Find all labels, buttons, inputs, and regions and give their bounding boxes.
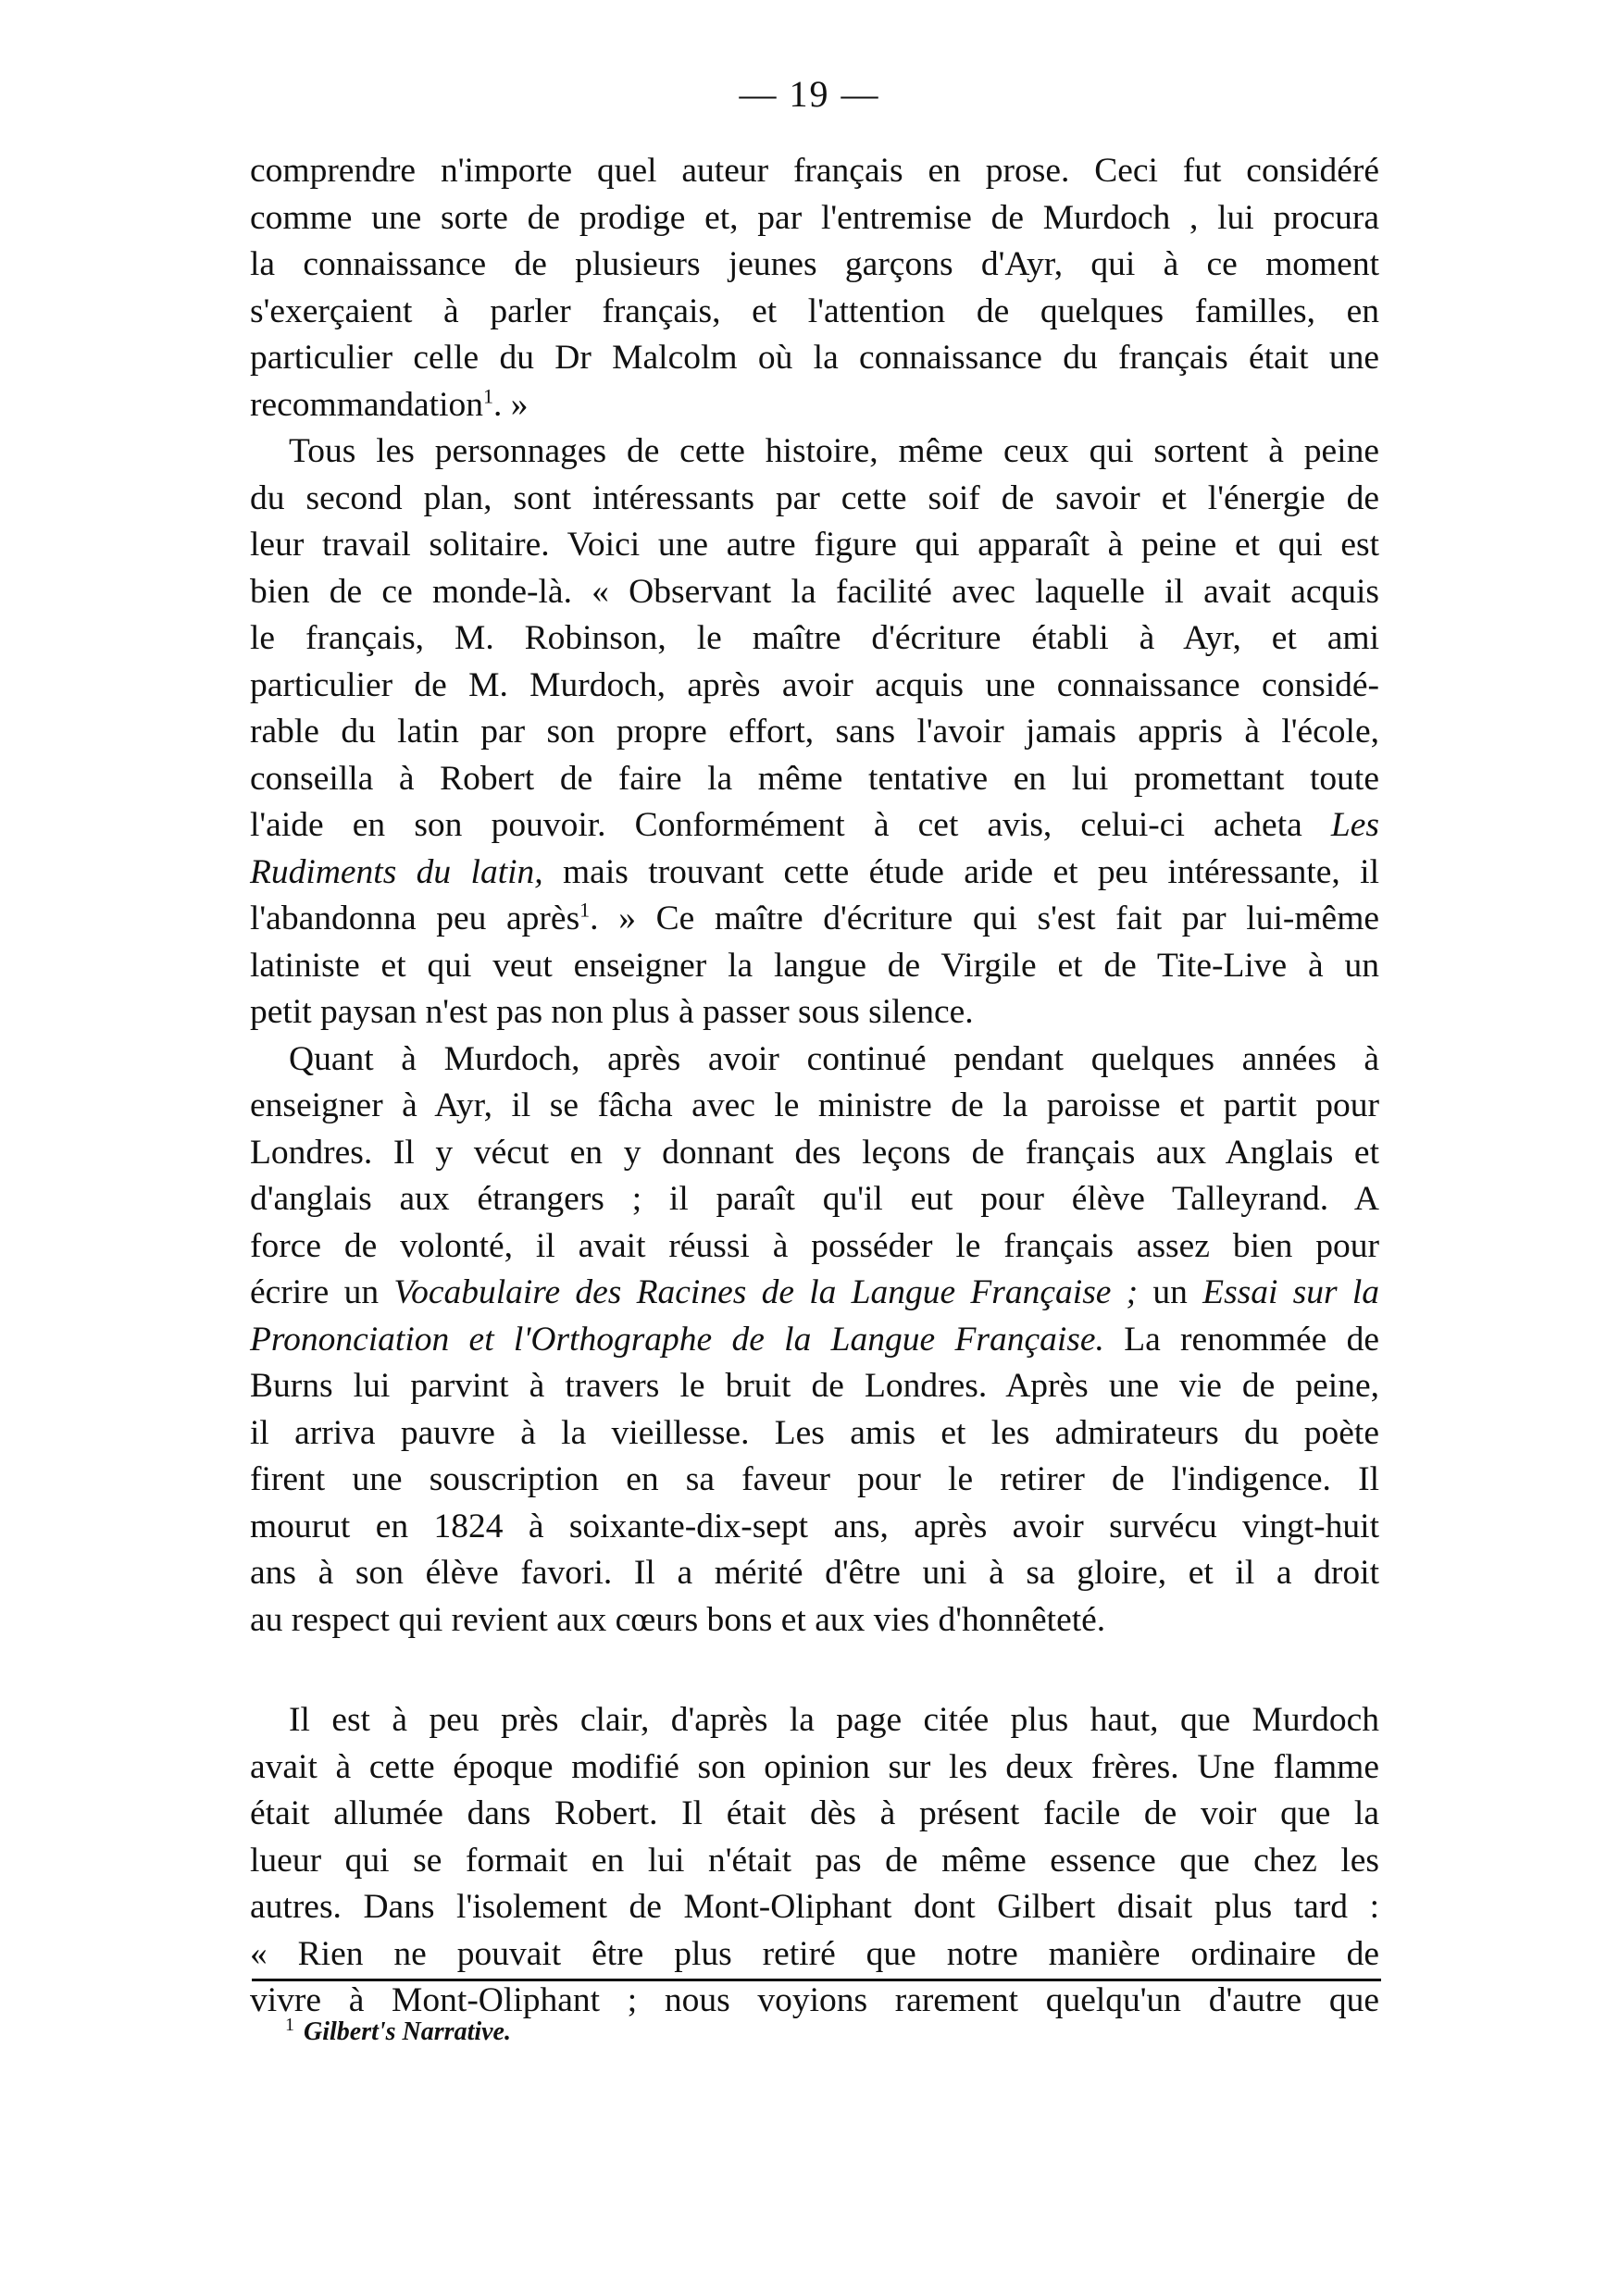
section-gap [250, 1644, 1379, 1697]
text-line: avait à cette époque modifié son opinion sur les deux frères. Une flamme [250, 1747, 1379, 1786]
text-line: Burns lui parvint à travers le bruit de Londres. Après une vie de peine, [250, 1367, 1379, 1405]
text-run: un [1138, 1273, 1203, 1311]
footnote-reference: 1 [579, 898, 591, 922]
text-line: le français, M. Robinson, le maître d'écriture établi à Ayr, et ami [250, 619, 1379, 657]
text-line: était allumée dans Robert. Il était dès à présent facile de voir que la [250, 1794, 1379, 1832]
text-line [250, 850, 1379, 897]
text-line: Il est à peu près clair, d'après la page citée plus haut, que Murdoch [289, 1701, 1379, 1739]
text-run: écrire un [250, 1273, 394, 1311]
paragraph-3 [250, 1036, 1379, 1644]
text-line: particulier de M. Murdoch, après avoir acquis une connaissance considé- [250, 665, 1379, 704]
text-line: Londres. Il y vécut en y donnant des leçons de français aux Anglais et [250, 1133, 1379, 1172]
text-run: La renommée de [1103, 1320, 1379, 1359]
text-line [250, 1317, 1379, 1364]
paragraph-1 [250, 148, 1379, 428]
text-line: « Rien ne pouvait être plus retiré que notre manière ordinaire de [250, 1934, 1379, 1973]
text-run: recommandation [250, 385, 483, 424]
text-line: du second plan, sont intéressants par cette soif de savoir et l'énergie de [250, 478, 1379, 517]
text-line: au respect qui revient aux cœurs bons et aux vies d'honnêteté. [250, 1600, 1106, 1639]
text-line: s'exerçaient à parler français, et l'attention de quelques familles, en [250, 292, 1379, 330]
text-line: firent une souscription en sa faveur pour le retirer de l'indigence. Il [250, 1460, 1379, 1498]
text-line: leur travail solitaire. Voici une autre figure qui apparaît à peine et qui est [250, 526, 1379, 564]
text-line: d'anglais aux étrangers ; il paraît qu'il eut pour élève Talleyrand. A [250, 1180, 1379, 1218]
text-line [250, 802, 1379, 850]
text-line: ans à son élève favori. Il a mérité d'être uni à sa gloire, et il a droit [250, 1554, 1379, 1592]
body-text [250, 148, 1379, 2025]
book-title: Prononciation et l'Orthographe de la Langue Française. [250, 1320, 1104, 1359]
book-title: Essai sur la [1202, 1273, 1380, 1311]
text-line: latiniste et qui veut enseigner la langue de Virgile et de Tite-Live à un [250, 946, 1379, 985]
text-run: l'aide en son pouvoir. Conformément à cet avis, celui-ci acheta [250, 806, 1302, 844]
footnote-text: Gilbert's Narrative. [304, 2017, 511, 2046]
text-line: vivre à Mont-Oliphant ; nous voyions rarement quelqu'un d'autre que [250, 1981, 1379, 2019]
text-line: autres. Dans l'isolement de Mont-Oliphant dont Gilbert disait plus tard : [250, 1888, 1379, 1926]
text-run: . » Ce maître d'écriture qui s'est fait par lui-même [590, 900, 1380, 937]
text-line: rable du latin par son propre effort, sans l'avoir jamais appris à l'école, [250, 713, 1379, 751]
text-line: enseigner à Ayr, il se fâcha avec le ministre de la paroisse et partit pour [250, 1086, 1379, 1124]
book-title: Vocabulaire des Racines de la Langue Française ; [393, 1273, 1139, 1311]
footnote-marker: 1 [285, 2014, 294, 2035]
text-line: mourut en 1824 à soixante-dix-sept ans, après avoir survécu vingt-huit [250, 1507, 1379, 1545]
text-line: force de volonté, il avait réussi à posséder le français assez bien pour [250, 1226, 1379, 1265]
text-line: comme une sorte de prodige et, par l'entremise de Murdoch , lui procura [250, 198, 1379, 237]
text-line: il arriva pauvre à la vieillesse. Les amis et les admirateurs du poète [250, 1413, 1379, 1452]
text-line: la connaissance de plusieurs jeunes garçons d'Ayr, qui à ce moment [250, 245, 1379, 283]
text-line: Quant à Murdoch, après avoir continué pendant quelques années à [289, 1039, 1379, 1078]
paragraph-4 [250, 1697, 1379, 2025]
text-line: comprendre n'importe quel auteur français en prose. Ceci fut considéré [250, 152, 1379, 190]
text-line: petit paysan n'est pas non plus à passer sous silence. [250, 993, 974, 1031]
footnote [285, 2014, 511, 2047]
text-line: conseilla à Robert de faire la même tentative en lui promettant toute [250, 759, 1379, 798]
text-line: bien de ce monde-là. « Observant la facilité avec laquelle il avait acquis [250, 572, 1379, 611]
text-line [250, 1270, 1379, 1317]
paragraph-2 [250, 428, 1379, 1036]
footnote-reference: 1 [483, 384, 493, 407]
footnote-divider [252, 1979, 1381, 1981]
book-title: Les [1330, 806, 1380, 844]
text-run: mais trouvant cette étude aride et peu intéressante, il [542, 852, 1379, 891]
text-line [250, 382, 1379, 429]
text-line: lueur qui se formait en lui n'était pas de même essence que chez les [250, 1841, 1379, 1880]
text-run: l'abandonna peu après [250, 900, 580, 937]
text-line: Tous les personnages de cette histoire, même ceux qui sortent à peine [289, 432, 1379, 470]
text-line [250, 896, 1379, 943]
text-line: particulier celle du Dr Malcolm où la connaissance du français était une [250, 339, 1379, 377]
book-title: Rudiments du latin, [250, 852, 543, 891]
page-number: — 19 — [739, 73, 880, 115]
text-run: . » [493, 385, 529, 424]
